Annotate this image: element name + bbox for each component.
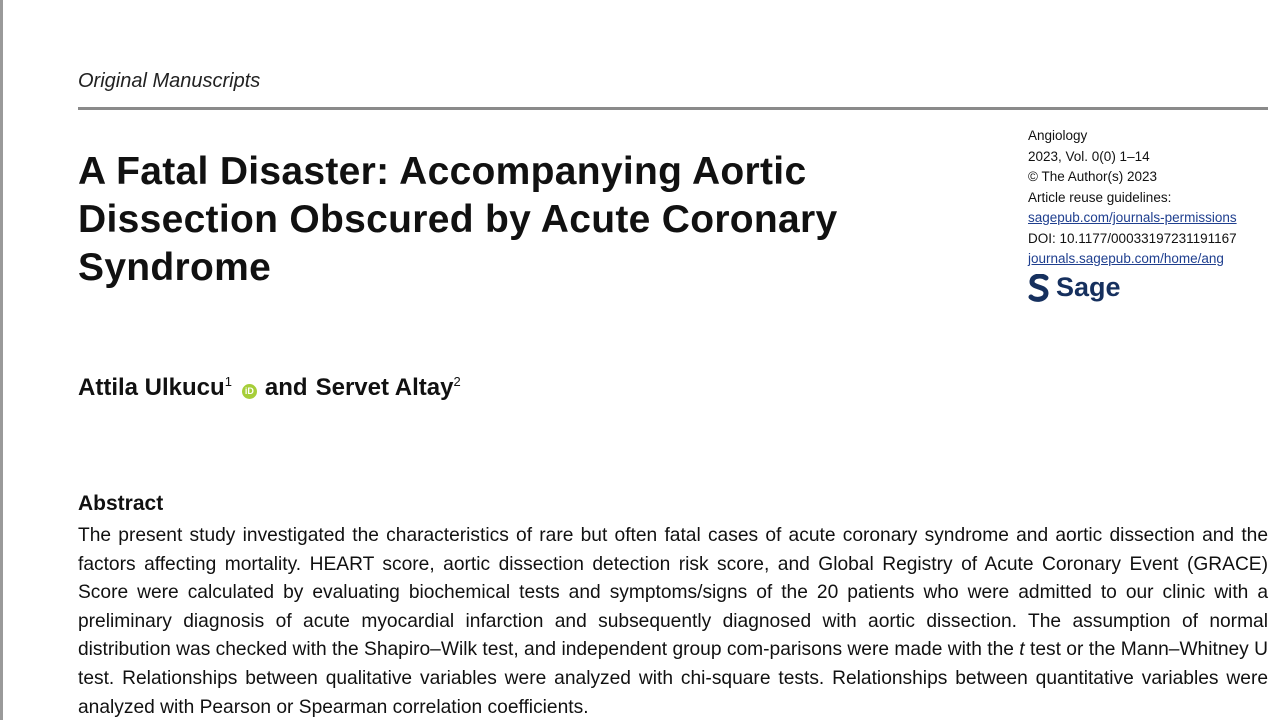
abstract-text xyxy=(78,522,1268,722)
journal-volume: 2023, Vol. 0(0) 1–14 xyxy=(1028,148,1150,164)
t-test-italic: t xyxy=(1019,639,1025,661)
author-name[interactable]: Servet Altay xyxy=(315,374,454,401)
copyright-notice: © The Author(s) 2023 xyxy=(1028,169,1158,184)
sage-s-icon xyxy=(1028,274,1050,302)
affiliation-marker: 1 xyxy=(224,374,232,389)
author-connector: and xyxy=(264,374,308,401)
sage-wordmark: Sage xyxy=(1056,272,1121,303)
journal-metadata xyxy=(1028,126,1278,302)
reuse-guidelines-label: Article reuse guidelines: xyxy=(1028,189,1172,205)
abstract-heading: Abstract xyxy=(78,492,164,515)
abstract-text-part: The present study investigated the characteristics of rare but often fatal cases of acute coronary syndrome and aortic dissection and the factors affecting mortality. HEART score, aortic dissection detection risk score, and Global Registry of Acute Coronary Event (GRACE) Score were calculated by evaluating biochemical tests and symptoms/signs of the 20 patients who were admitted to our clinic with a preliminary diagnosis of acute myocardial infarction and subsequently diagnosed with aortic dissection. The assumption of normal distribution was checked with the Shapiro–Wilk test, and independent group com-parisons were made with the xyxy=(78,525,1268,661)
page-edge xyxy=(0,0,3,720)
article-title: A Fatal Disaster: Accompanying Aortic Dissection Obscured by Acute Coronary Syndrome xyxy=(78,150,838,289)
orcid-icon[interactable]: iD xyxy=(242,384,257,399)
affiliation-marker: 2 xyxy=(453,374,461,389)
abstract-text-part: test or the Mann–Whitney U test. Relationships between qualitative variables were analyzed with chi-square tests. Relationships between quantitative variables were analyzed with Pearson or Spearman correlation coefficients. xyxy=(78,639,1268,718)
section-label: Original Manuscripts xyxy=(78,70,261,92)
author-name[interactable]: Attila Ulkucu xyxy=(78,374,225,401)
doi: DOI: 10.1177/00033197231191167 xyxy=(1028,230,1237,246)
sage-logo xyxy=(1028,274,1278,302)
journal-name: Angiology xyxy=(1028,128,1088,143)
header-rule xyxy=(78,107,1268,110)
journal-home-link[interactable]: journals.sagepub.com/home/ang xyxy=(1028,251,1224,266)
author-list xyxy=(78,374,461,402)
permissions-link[interactable]: sagepub.com/journals-permissions xyxy=(1028,210,1237,225)
